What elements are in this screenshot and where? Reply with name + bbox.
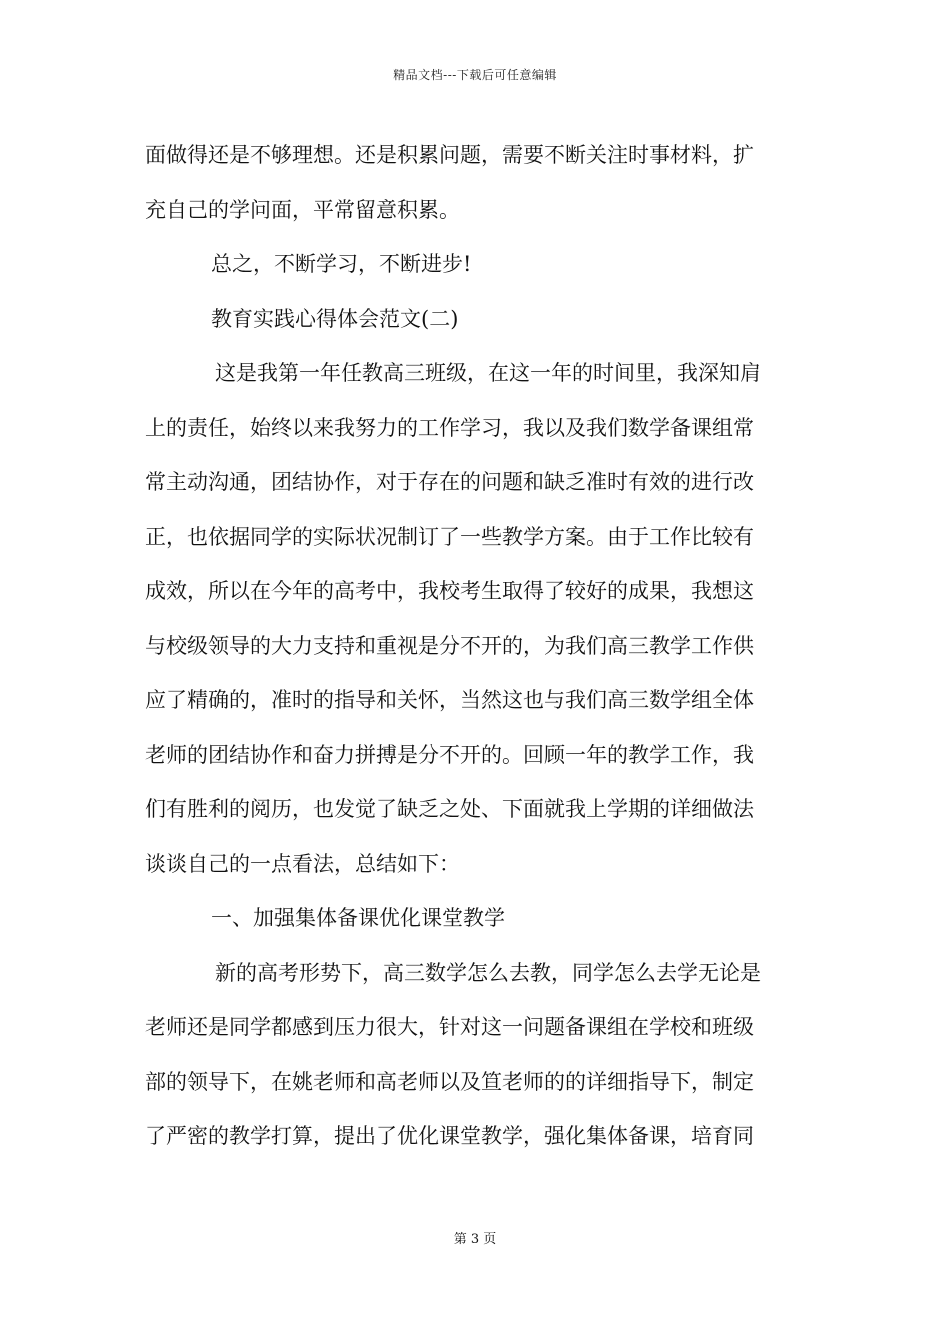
text-line: 充自己的学问面，平常留意积累。 <box>145 197 460 222</box>
text-line: 们有胜利的阅历，也发觉了缺乏之处、下面就我上学期的详细做法 <box>145 797 754 821</box>
text-line: 与校级领导的大力支持和重视是分不开的，为我们高三教学工作供 <box>145 633 754 658</box>
text-line: 了严密的教学打算，提出了优化课堂教学，强化集体备课，培育同 <box>145 1124 754 1148</box>
text-line: 上的责任，始终以来我努力的工作学习，我以及我们数学备课组常 <box>145 415 754 440</box>
document-body <box>145 128 810 1164</box>
text-line: 成效，所以在今年的高考中，我校考生取得了较好的成果，我想这 <box>145 579 754 603</box>
text-line: 常主动沟通，团结协作，对于存在的问题和缺乏准时有效的进行改 <box>145 470 754 494</box>
paragraph-conclusion: 总之，不断学习，不断进步! <box>211 252 472 276</box>
text-line: 面做得还是不够理想。还是积累问题，需要不断关注时事材料，扩 <box>145 143 754 167</box>
text-line: 部的领导下，在姚老师和高老师以及笪老师的的详细指导下，制定 <box>145 1069 754 1094</box>
section-title: 教育实践心得体会范文(二) <box>211 306 459 331</box>
section-heading: 一、加强集体备课优化课堂教学 <box>211 906 505 930</box>
text-line: 谈谈自己的一点看法，总结如下： <box>145 851 460 876</box>
page-number: 第 3 页 <box>453 1232 497 1247</box>
text-line: 应了精确的，准时的指导和关怀，当然这也与我们高三数学组全体 <box>145 688 754 712</box>
text-line: 正，也依据同学的实际状况制订了一些教学方案。由于工作比较有 <box>145 524 754 549</box>
text-line: 老师的团结协作和奋力拼搏是分不开的。回顾一年的教学工作，我 <box>145 742 754 767</box>
paragraph-start: 新的高考形势下，高三数学怎么去教，同学怎么去学无论是 <box>215 960 761 985</box>
text-line: 老师还是同学都感到压力很大，针对这一问题备课组在学校和班级 <box>145 1015 754 1039</box>
paragraph-start: 这是我第一年任教高三班级，在这一年的时间里，我深知肩 <box>215 361 761 385</box>
page-header: 精品文档---下载后可任意编辑 <box>393 68 557 82</box>
